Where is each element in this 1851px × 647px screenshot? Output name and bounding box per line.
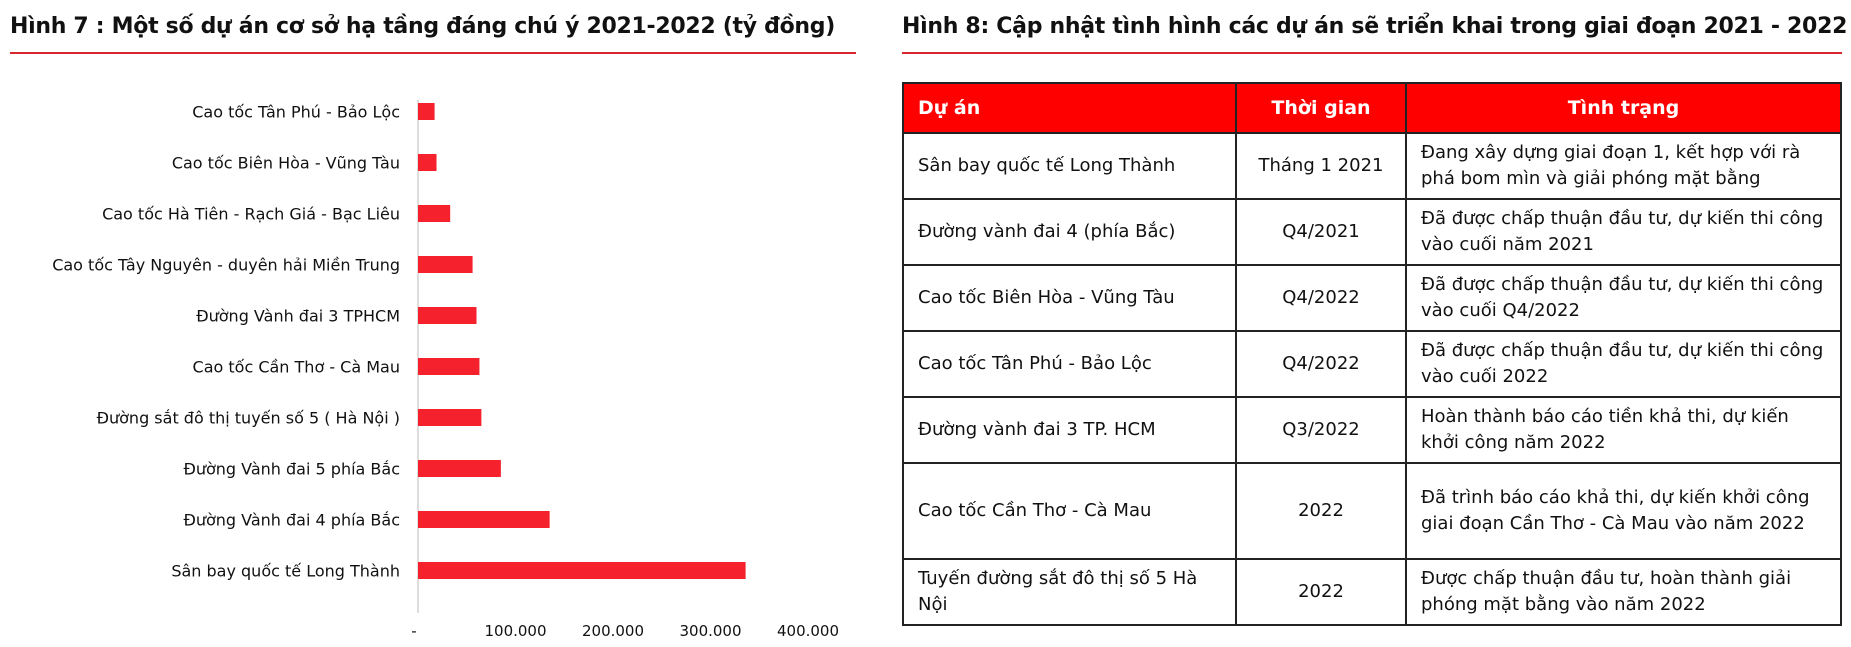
bar	[418, 154, 437, 171]
cell-project: Cao tốc Biên Hòa - Vũng Tàu	[903, 265, 1236, 331]
cell-project: Đường vành đai 4 (phía Bắc)	[903, 199, 1236, 265]
category-label: Đường Vành đai 5 phía Bắc	[183, 459, 400, 479]
cell-time: Q4/2021	[1236, 199, 1406, 265]
bar	[418, 307, 477, 324]
category-label: Cao tốc Cần Thơ - Cà Mau	[192, 357, 400, 377]
table-row	[903, 331, 1841, 397]
table-row	[903, 397, 1841, 463]
table-row	[903, 265, 1841, 331]
cell-status: Đang xây dựng giai đoạn 1, kết hợp với rà phá bom mìn và giải phóng mặt bằng	[1406, 133, 1841, 199]
category-label: Đường Vành đai 4 phía Bắc	[183, 510, 400, 530]
right-title-rule	[902, 52, 1842, 54]
cell-status: Đã được chấp thuận đầu tư, dự kiến thi công vào cuối 2022	[1406, 331, 1841, 397]
table-row	[903, 559, 1841, 625]
left-figure-title: Hình 7 : Một số dự án cơ sở hạ tầng đáng chú ý 2021-2022 (tỷ đồng)	[10, 14, 835, 39]
cell-project: Cao tốc Cần Thơ - Cà Mau	[903, 463, 1236, 559]
cell-status: Đã trình báo cáo khả thi, dự kiến khởi công giai đoạn Cần Thơ - Cà Mau vào năm 2022	[1406, 463, 1841, 559]
cell-project: Sân bay quốc tế Long Thành	[903, 133, 1236, 199]
cell-status: Được chấp thuận đầu tư, hoàn thành giải phóng mặt bằng vào năm 2022	[1406, 559, 1841, 625]
left-title-rule	[10, 52, 856, 54]
x-tick-label: 200.000	[581, 622, 645, 640]
table-row	[903, 463, 1841, 559]
category-label: Cao tốc Tân Phú - Bảo Lộc	[192, 102, 400, 122]
cell-status: Đã được chấp thuận đầu tư, dự kiến thi công vào cuối Q4/2022	[1406, 265, 1841, 331]
cell-project: Đường vành đai 3 TP. HCM	[903, 397, 1236, 463]
bar	[418, 205, 450, 222]
cell-time: 2022	[1236, 559, 1406, 625]
cell-time: Q4/2022	[1236, 331, 1406, 397]
category-label: Đường sắt đô thị tuyến số 5 ( Hà Nội )	[96, 408, 400, 428]
category-label: Cao tốc Tây Nguyên - duyên hải Miền Trung	[52, 255, 400, 275]
infrastructure-bar-chart	[0, 60, 870, 647]
bar	[418, 358, 479, 375]
header-time: Thời gian	[1236, 83, 1406, 133]
cell-time: Q3/2022	[1236, 397, 1406, 463]
table-row	[903, 199, 1841, 265]
right-figure-title: Hình 8: Cập nhật tình hình các dự án sẽ triển khai trong giai đoạn 2021 - 2022	[902, 14, 1848, 39]
x-tick-label: 100.000	[484, 622, 547, 640]
x-tick-label: 300.000	[679, 622, 742, 640]
cell-time: Tháng 1 2021	[1236, 133, 1406, 199]
category-label: Cao tốc Biên Hòa - Vũng Tàu	[171, 153, 400, 173]
cell-status: Đã được chấp thuận đầu tư, dự kiến thi công vào cuối năm 2021	[1406, 199, 1841, 265]
cell-project: Cao tốc Tân Phú - Bảo Lộc	[903, 331, 1236, 397]
header-status: Tình trạng	[1406, 83, 1841, 133]
bar	[418, 511, 550, 528]
bar	[418, 409, 481, 426]
category-label: Sân bay quốc tế Long Thành	[171, 561, 400, 581]
bar	[418, 562, 746, 579]
bar	[418, 103, 435, 120]
cell-time: Q4/2022	[1236, 265, 1406, 331]
x-tick-label: -	[411, 622, 417, 640]
bar	[418, 256, 473, 273]
category-label: Cao tốc Hà Tiên - Rạch Giá - Bạc Liêu	[102, 204, 400, 224]
cell-time: 2022	[1236, 463, 1406, 559]
x-tick-label: 400.000	[776, 622, 840, 640]
cell-status: Hoàn thành báo cáo tiền khả thi, dự kiến khởi công năm 2022	[1406, 397, 1841, 463]
table-row	[903, 133, 1841, 199]
category-label: Đường Vành đai 3 TPHCM	[196, 306, 400, 326]
bar	[418, 460, 501, 477]
table-header-row	[903, 83, 1841, 133]
header-project: Dự án	[903, 83, 1236, 133]
projects-table	[902, 82, 1842, 626]
cell-project: Tuyến đường sắt đô thị số 5 Hà Nội	[903, 559, 1236, 625]
